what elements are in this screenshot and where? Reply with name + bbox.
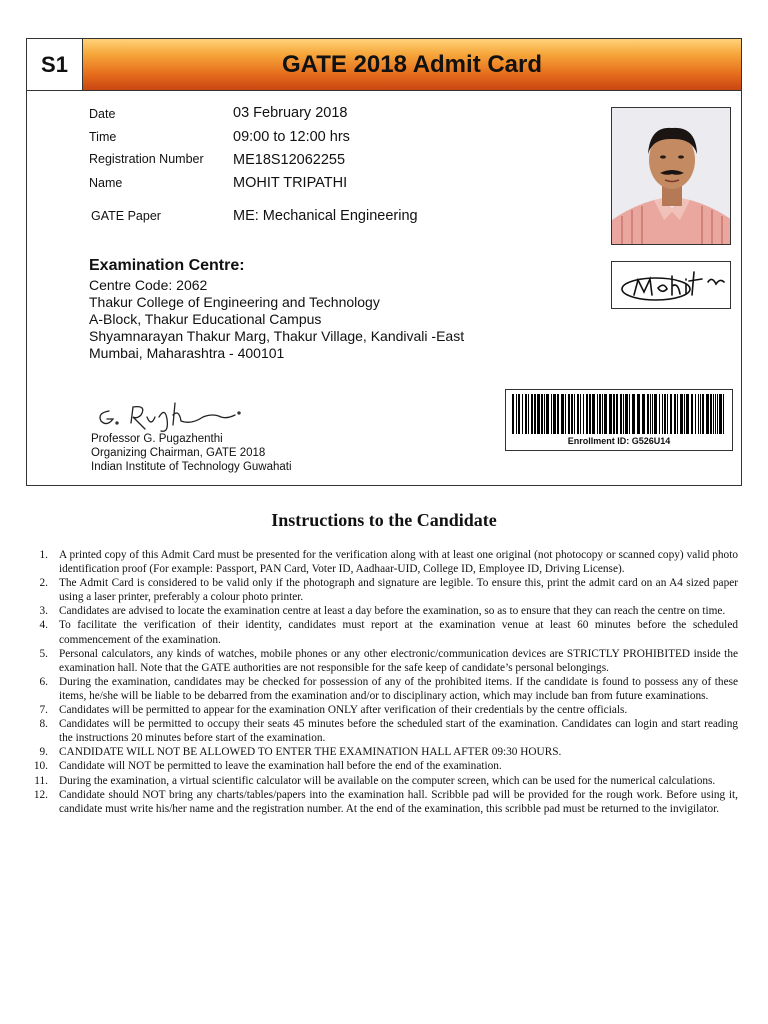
- barcode-icon: [512, 394, 726, 434]
- series-code: S1: [27, 39, 83, 90]
- chairman-institute: Indian Institute of Technology Guwahati: [91, 461, 292, 473]
- enrollment-id: Enrollment ID: G526U14: [567, 436, 671, 446]
- instruction-text: Candidates are advised to locate the examination centre at least a day before the examination, so as to ensure that they can reach the centre on time.: [59, 605, 726, 618]
- candidate-photo: [611, 107, 731, 245]
- chairman-role: Organizing Chairman, GATE 2018: [91, 447, 266, 459]
- instruction-number: 12.: [33, 788, 48, 801]
- instruction-number: 4.: [39, 619, 48, 632]
- instruction-item: [30, 774, 738, 788]
- instruction-item: [30, 703, 738, 717]
- admit-card-banner: [27, 39, 741, 91]
- instruction-text: During the examination, a virtual scientific calculator will be available on the computer screen, which can be used for the numerical calculations.: [59, 774, 716, 787]
- instruction-item: [30, 618, 738, 646]
- instruction-number: 7.: [39, 704, 48, 717]
- name-value: MOHIT TRIPATHI: [233, 175, 348, 191]
- instruction-item: [30, 717, 738, 745]
- instruction-item: [30, 675, 738, 703]
- centre-college: Thakur College of Engineering and Technology: [89, 294, 380, 310]
- instruction-text: The Admit Card is considered to be valid only if the photograph and signature are legible. To ensure this, print the admit card on an A4 sized paper using a laser printer, preferably a colour photo printer.: [59, 577, 738, 604]
- centre-street: Shyamnarayan Thakur Marg, Thakur Village, Kandivali -East: [89, 328, 465, 344]
- name-label: Name: [89, 176, 123, 190]
- instruction-text: To facilitate the verification of their identity, candidates must report at the examination venue at least 60 minutes before the scheduled commencement of the examination.: [59, 619, 738, 646]
- instruction-number: 3.: [39, 605, 48, 618]
- gate-paper-value: ME: Mechanical Engineering: [233, 208, 418, 224]
- instruction-text: During the examination, candidates may be checked for possession of any of the prohibited items. If the candidate is found to possess any of these items, he/she will be liable to be debarred from the examination and/or to disciplinary action, which may include ban from future examinations.: [59, 675, 738, 702]
- instruction-number: 9.: [39, 746, 48, 759]
- card-title: GATE 2018 Admit Card: [281, 50, 543, 78]
- instruction-text: Candidates will be permitted to occupy their seats 45 minutes before the scheduled start of the examination. Candidates can login and start reading the instructions 20 minutes before start of the examination.: [59, 718, 738, 745]
- instruction-text: A printed copy of this Admit Card must be presented for the verification along with at least one original (not photocopy or scanned copy) valid photo identification proof (For example: Passport, PAN Card, Voter ID, Aadhaar-UID, College ID, Employee ID, Driving License).: [59, 549, 738, 576]
- instruction-item: [30, 604, 738, 618]
- instruction-number: 11.: [34, 774, 48, 787]
- instruction-item: [30, 548, 738, 576]
- time-value: 09:00 to 12:00 hrs: [233, 129, 350, 145]
- instruction-item: [30, 788, 738, 816]
- instruction-text: Personal calculators, any kinds of watches, mobile phones or any other electronic/communication devices are STRICTLY PROHIBITED inside the examination hall. Note that the GATE authorities are not responsible for the safe keep of candidate’s personal belongings.: [59, 647, 738, 674]
- instruction-number: 5.: [39, 647, 48, 660]
- chairman-name: Professor G. Pugazhenthi: [91, 433, 223, 445]
- time-label: Time: [89, 130, 117, 144]
- registration-label: Registration Number: [89, 152, 204, 166]
- instruction-number: 6.: [39, 675, 48, 688]
- instruction-text: Candidate will NOT be permitted to leave the examination hall before the end of the examination.: [59, 760, 502, 773]
- exam-centre-heading: Examination Centre:: [89, 257, 245, 274]
- instruction-text: Candidate should NOT bring any charts/tables/papers into the examination hall. Scribble pad will be provided for the rough work. Before using it, candidate must write his/her name and the registration number. At the end of the examination, this scribble pad must be returned to the invigilator.: [59, 788, 738, 815]
- admit-card: [26, 38, 742, 486]
- instruction-number: 2.: [39, 577, 48, 590]
- instruction-text: CANDIDATE WILL NOT BE ALLOWED TO ENTER THE EXAMINATION HALL AFTER 09:30 HOURS.: [59, 746, 562, 759]
- instruction-item: [30, 576, 738, 604]
- candidate-signature: [611, 261, 731, 309]
- instructions-title: Instructions to the Candidate: [271, 510, 497, 530]
- instruction-number: 10.: [33, 760, 48, 773]
- instruction-number: 8.: [39, 718, 48, 731]
- centre-block: A-Block, Thakur Educational Campus: [89, 311, 322, 327]
- instruction-text: Candidates will be permitted to appear for the examination ONLY after verification of their credentials by the centre officials.: [59, 704, 628, 717]
- registration-value: ME18S12062255: [233, 152, 346, 168]
- instructions-list: [30, 548, 738, 816]
- gate-paper-label: GATE Paper: [91, 209, 161, 223]
- instruction-item: [30, 647, 738, 675]
- enrollment-barcode: [505, 389, 733, 451]
- centre-city: Mumbai, Maharashtra - 400101: [89, 345, 285, 361]
- instruction-item: [30, 745, 738, 759]
- instruction-item: [30, 759, 738, 773]
- date-value: 03 February 2018: [233, 105, 348, 121]
- date-label: Date: [89, 107, 116, 121]
- centre-code: Centre Code: 2062: [89, 277, 208, 293]
- instruction-number: 1.: [39, 549, 48, 561]
